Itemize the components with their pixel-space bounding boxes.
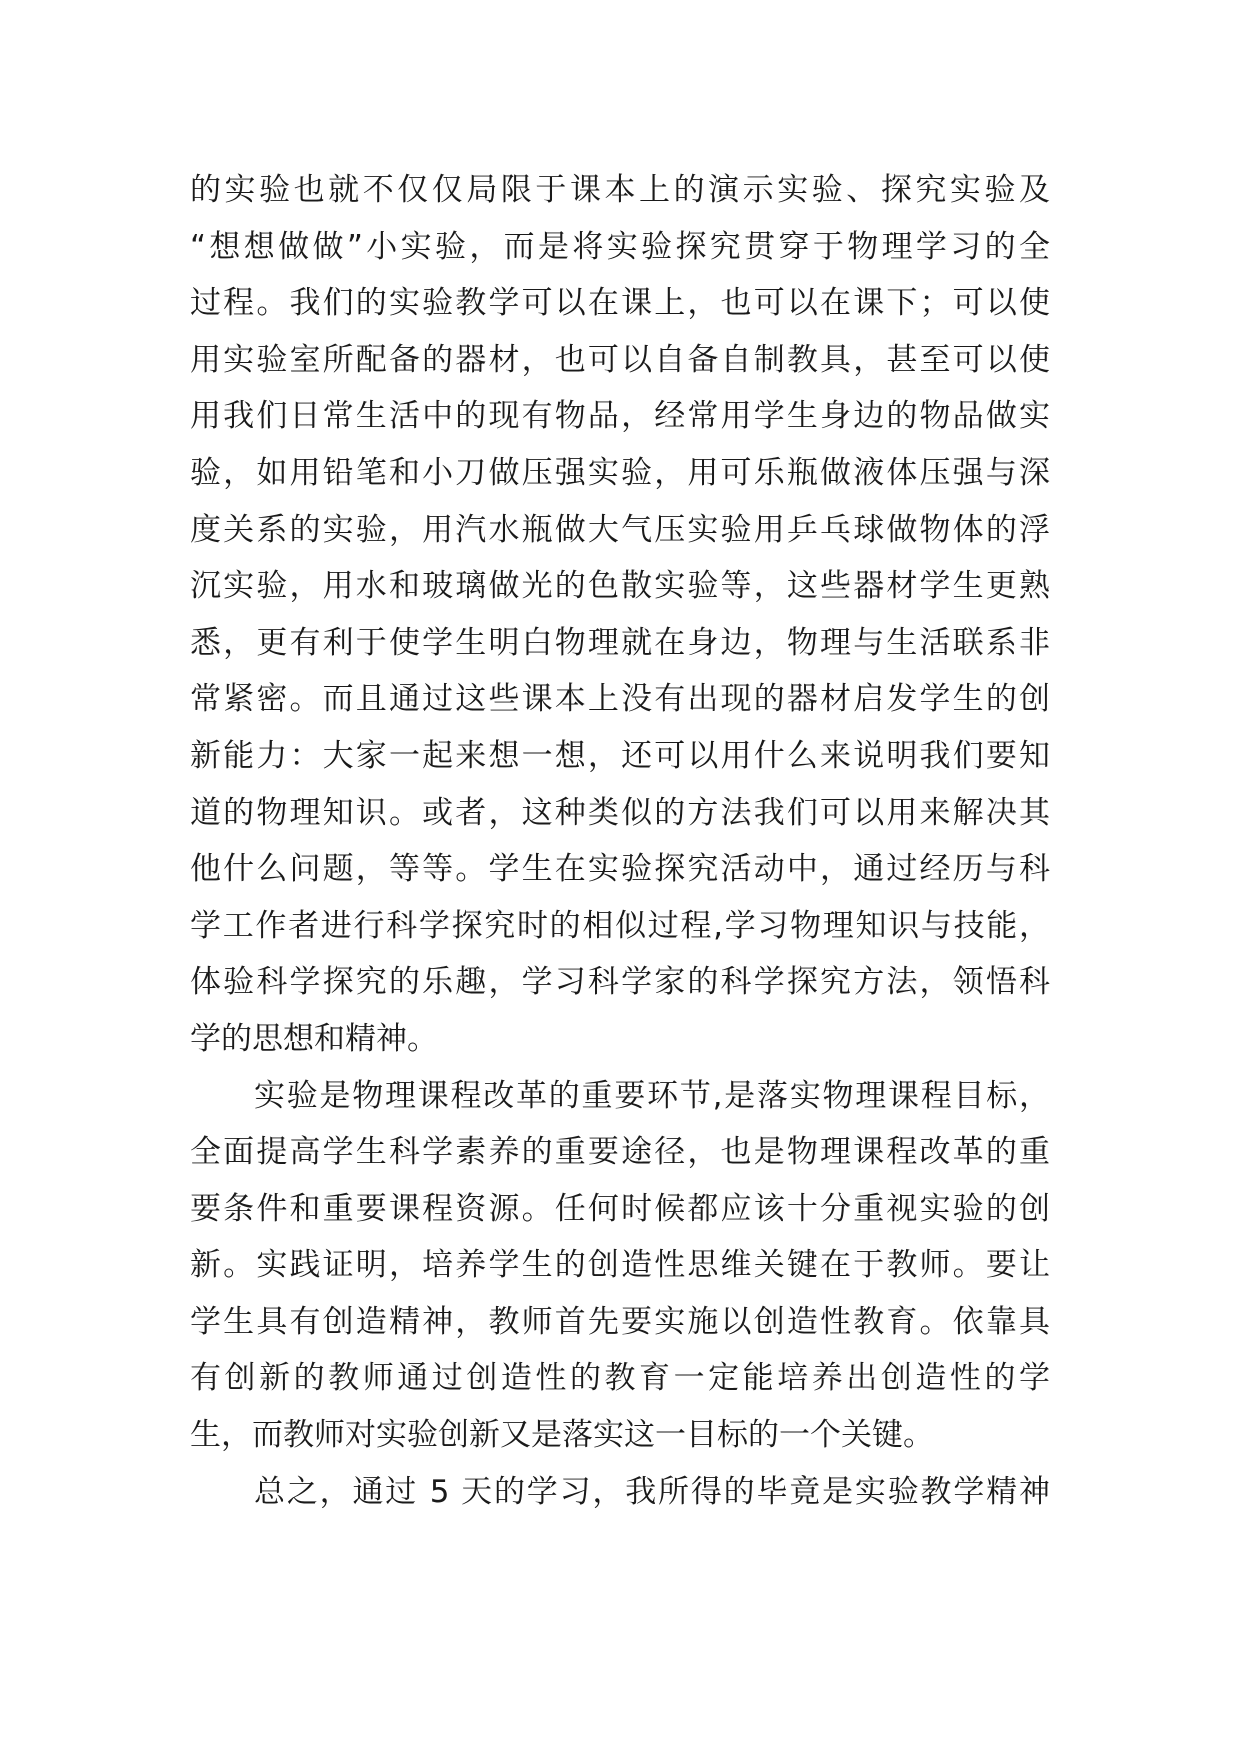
text-line: 用我们日常生活中的现有物品，经常用学生身边的物品做实 xyxy=(190,398,1050,435)
text-line: 学生具有创造精神，教师首先要实施以创造性教育。依靠具 xyxy=(190,1303,1050,1340)
text-line: 新能力：大家一起来想一想，还可以用什么来说明我们要知 xyxy=(190,737,1050,774)
text-line: 他什么问题，等等。学生在实验探究活动中，通过经历与科 xyxy=(190,851,1050,888)
paragraph-first-line: 总之，通过 5 天的学习，我所得的毕竟是实验教学精神 xyxy=(254,1473,1050,1510)
text-line: 验，如用铅笔和小刀做压强实验，用可乐瓶做液体压强与深 xyxy=(190,454,1050,491)
document-body xyxy=(190,162,1050,1520)
text-line: 用实验室所配备的器材，也可以自备自制教具，甚至可以使 xyxy=(190,341,1050,378)
text-line: 有创新的教师通过创造性的教育一定能培养出创造性的学 xyxy=(190,1360,1050,1397)
text-line: 的实验也就不仅仅局限于课本上的演示实验、探究实验及 xyxy=(190,172,1050,208)
text-line: 悉，更有利于使学生明白物理就在身边，物理与生活联系非 xyxy=(190,624,1050,661)
text-line: “想想做做”小实验，而是将实验探究贯穿于物理学习的全 xyxy=(190,228,1050,265)
text-line: 新。实践证明，培养学生的创造性思维关键在于教师。要让 xyxy=(190,1247,1050,1284)
paragraph-first-line: 实验是物理课程改革的重要环节,是落实物理课程目标， xyxy=(254,1077,1050,1114)
text-line: 学的思想和精神。 xyxy=(190,1020,438,1057)
text-line: 过程。我们的实验教学可以在课上，也可以在课下；可以使 xyxy=(190,285,1050,322)
text-line: 全面提高学生科学素养的重要途径，也是物理课程改革的重 xyxy=(190,1134,1050,1171)
text-line: 沉实验，用水和玻璃做光的色散实验等，这些器材学生更熟 xyxy=(190,568,1050,605)
text-line: 学工作者进行科学探究时的相似过程,学习物理知识与技能， xyxy=(190,907,1050,944)
text-line: 常紧密。而且通过这些课本上没有出现的器材启发学生的创 xyxy=(190,681,1050,718)
text-line: 体验科学探究的乐趣，学习科学家的科学探究方法，领悟科 xyxy=(190,964,1050,1001)
text-line: 生，而教师对实验创新又是落实这一目标的一个关键。 xyxy=(190,1417,934,1454)
text-line: 道的物理知识。或者，这种类似的方法我们可以用来解决其 xyxy=(190,794,1050,831)
text-line: 要条件和重要课程资源。任何时候都应该十分重视实验的创 xyxy=(190,1190,1050,1227)
text-line: 度关系的实验，用汽水瓶做大气压实验用乒乓球做物体的浮 xyxy=(190,511,1050,548)
